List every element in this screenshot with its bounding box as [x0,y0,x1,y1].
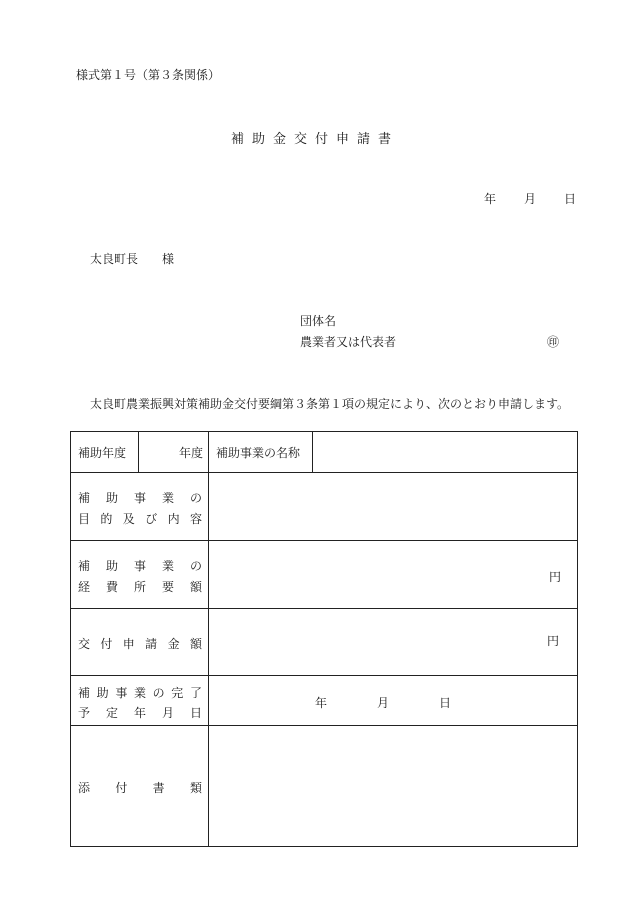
project-name-input[interactable] [315,436,575,468]
completion-year: 年 [315,696,328,710]
application-table [70,431,578,847]
request-amount-label: 交 付 申 請 金 額 [78,637,202,651]
purpose-input[interactable] [211,477,575,537]
date-line [484,190,576,207]
page-title: 補助金交付申請書 [230,132,399,147]
project-name-label: 補助事業の名称 [216,446,301,460]
cost-label-line2: 経 費 所 要 額 [78,580,202,594]
cost-unit: 円 [549,570,562,584]
fiscal-year-label: 補助年度 [78,446,127,460]
request-amount-input[interactable] [211,613,541,672]
form-number: 様式第１号（第３条関係） [76,68,221,82]
completion-day: 日 [439,696,452,710]
purpose-label-line1: 補 助 事 業 の [78,491,202,505]
completion-month: 月 [377,696,390,710]
cost-label-line1: 補 助 事 業 の [78,559,202,573]
addressee: 太良町長 様 [90,252,175,266]
application-statement: 太良町農業振興対策補助金交付要綱第３条第１項の規定により、次のとおり申請します。 [90,397,570,411]
purpose-label-line2: 目 的 及 び 内 容 [78,512,202,526]
date-day: 日 [564,192,577,206]
completion-label-line1: 補 助 事 業 の 完 了 [78,686,202,700]
attachments-input[interactable] [211,730,575,842]
fiscal-year-suffix: 年度 [179,446,204,460]
request-unit: 円 [547,634,560,648]
date-year: 年 [484,192,497,206]
cost-input[interactable] [211,545,551,605]
org-label: 団体名 [300,314,337,328]
representative-label: 農業者又は代表者 [300,335,397,349]
seal-mark: ㊞ [547,335,560,349]
completion-label-line2: 予 定 年 月 日 [78,706,202,720]
attachments-label: 添 付 書 類 [78,781,202,795]
date-month: 月 [524,192,537,206]
